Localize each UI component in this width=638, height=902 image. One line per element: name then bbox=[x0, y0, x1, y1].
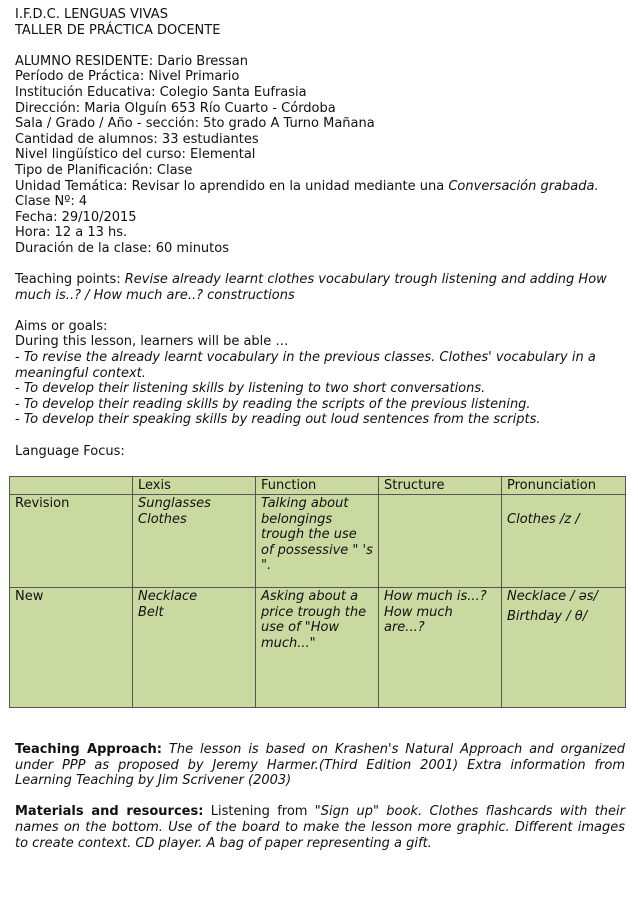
header-cell: Structure bbox=[379, 477, 502, 495]
info-line: Sala / Grado / Año - sección: 5to grado A Turno Mañana bbox=[15, 116, 375, 132]
materials-text: "Sign up" book. Clothes flashcards with their names on the bottom. Use of the board to make the lesson more graphic. Different images to create context. CD player. A bag of paper representing a gift. bbox=[15, 804, 625, 851]
table-row-revision bbox=[10, 495, 626, 588]
bottom-section bbox=[15, 742, 625, 851]
language-focus-table bbox=[9, 476, 626, 708]
aim-item: - To revise the already learnt vocabulary in the previous classes. Clothes' vocabulary in a bbox=[15, 350, 596, 366]
lesson-plan-page bbox=[15, 7, 625, 459]
function-cell: Talking about belongings trough the use of possessive " 's ". bbox=[256, 495, 379, 588]
teaching-points-text: Revise already learnt clothes vocabulary trough listening and adding How bbox=[124, 272, 607, 288]
pronunciation-cell: Clothes /z / bbox=[502, 495, 626, 588]
structure-cell bbox=[379, 495, 502, 588]
teaching-points-text-cont: much is..? / How much are..? constructions bbox=[15, 287, 295, 303]
info-line: Dirección: Maria Olguín 653 Río Cuarto - Córdoba bbox=[15, 100, 336, 116]
table-header-row bbox=[10, 477, 626, 495]
info-line: Tipo de Planificación: Clase bbox=[15, 162, 193, 178]
info-line: Duración de la clase: 60 minutos bbox=[15, 240, 229, 256]
info-line: ALUMNO RESIDENTE: Dario Bressan bbox=[15, 53, 249, 69]
institution-title: I.F.D.C. LENGUAS VIVAS bbox=[15, 7, 168, 22]
header-cell bbox=[10, 477, 133, 495]
aim-item: - To develop their speaking skills by reading out loud sentences from the scripts. bbox=[15, 412, 541, 428]
info-line: Hora: 12 a 13 hs. bbox=[15, 225, 128, 241]
aim-item: - To develop their listening skills by listening to two short conversations. bbox=[15, 381, 486, 397]
unidad-value: Conversación grabada. bbox=[448, 178, 599, 194]
language-focus-title: Language Focus: bbox=[15, 443, 125, 459]
teaching-points-label: Teaching points: bbox=[15, 272, 125, 288]
aim-item: - To develop their reading skills by reading the scripts of the previous listening. bbox=[15, 396, 531, 412]
header-cell: Pronunciation bbox=[502, 477, 626, 495]
info-line: Institución Educativa: Colegio Santa Eufrasia bbox=[15, 84, 307, 100]
aims-title: Aims or goals: bbox=[15, 318, 108, 334]
materials-resources bbox=[15, 804, 625, 851]
header-cell: Function bbox=[256, 477, 379, 495]
info-line: Período de Práctica: Nivel Primario bbox=[15, 69, 240, 85]
teaching-approach-text: The lesson is based on Krashen's Natural Approach and organized under PPP as proposed by Jeremy Harmer.(Third Edition 2001) Extra information from Learning Teaching by Jim Scrivener (2003) bbox=[15, 742, 625, 789]
teaching-approach-label: Teaching Approach: bbox=[15, 742, 162, 757]
unidad-label: Unidad Temática: Revisar lo aprendido en la unidad mediante una bbox=[15, 178, 449, 194]
info-line: Fecha: 29/10/2015 bbox=[15, 209, 137, 225]
info-line: Nivel lingüístico del curso: Elemental bbox=[15, 147, 256, 163]
aim-item-cont: meaningful context. bbox=[15, 365, 146, 381]
pronunciation-cell: Necklace / əs/ Birthday / θ/ bbox=[502, 588, 626, 708]
materials-text-start: Listening from bbox=[210, 804, 315, 820]
materials-label: Materials and resources: bbox=[15, 804, 204, 820]
aims-intro: During this lesson, learners will be able … bbox=[15, 334, 289, 350]
info-line: Clase Nº: 4 bbox=[15, 194, 88, 210]
header-cell: Lexis bbox=[133, 477, 256, 495]
teaching-points bbox=[15, 272, 625, 288]
row-label: Revision bbox=[10, 495, 133, 588]
teaching-approach bbox=[15, 742, 625, 789]
structure-cell: How much is...? How much are...? bbox=[379, 588, 502, 708]
workshop-title: TALLER DE PRÁCTICA DOCENTE bbox=[15, 22, 221, 38]
lexis-cell: Sunglasses Clothes bbox=[133, 495, 256, 588]
function-cell: Asking about a price trough the use of "How much..." bbox=[256, 588, 379, 708]
table-row-new bbox=[10, 588, 626, 708]
lexis-cell: Necklace Belt bbox=[133, 588, 256, 708]
info-line: Cantidad de alumnos: 33 estudiantes bbox=[15, 131, 259, 147]
unidad-tematica bbox=[15, 179, 625, 195]
row-label: New bbox=[10, 588, 133, 708]
